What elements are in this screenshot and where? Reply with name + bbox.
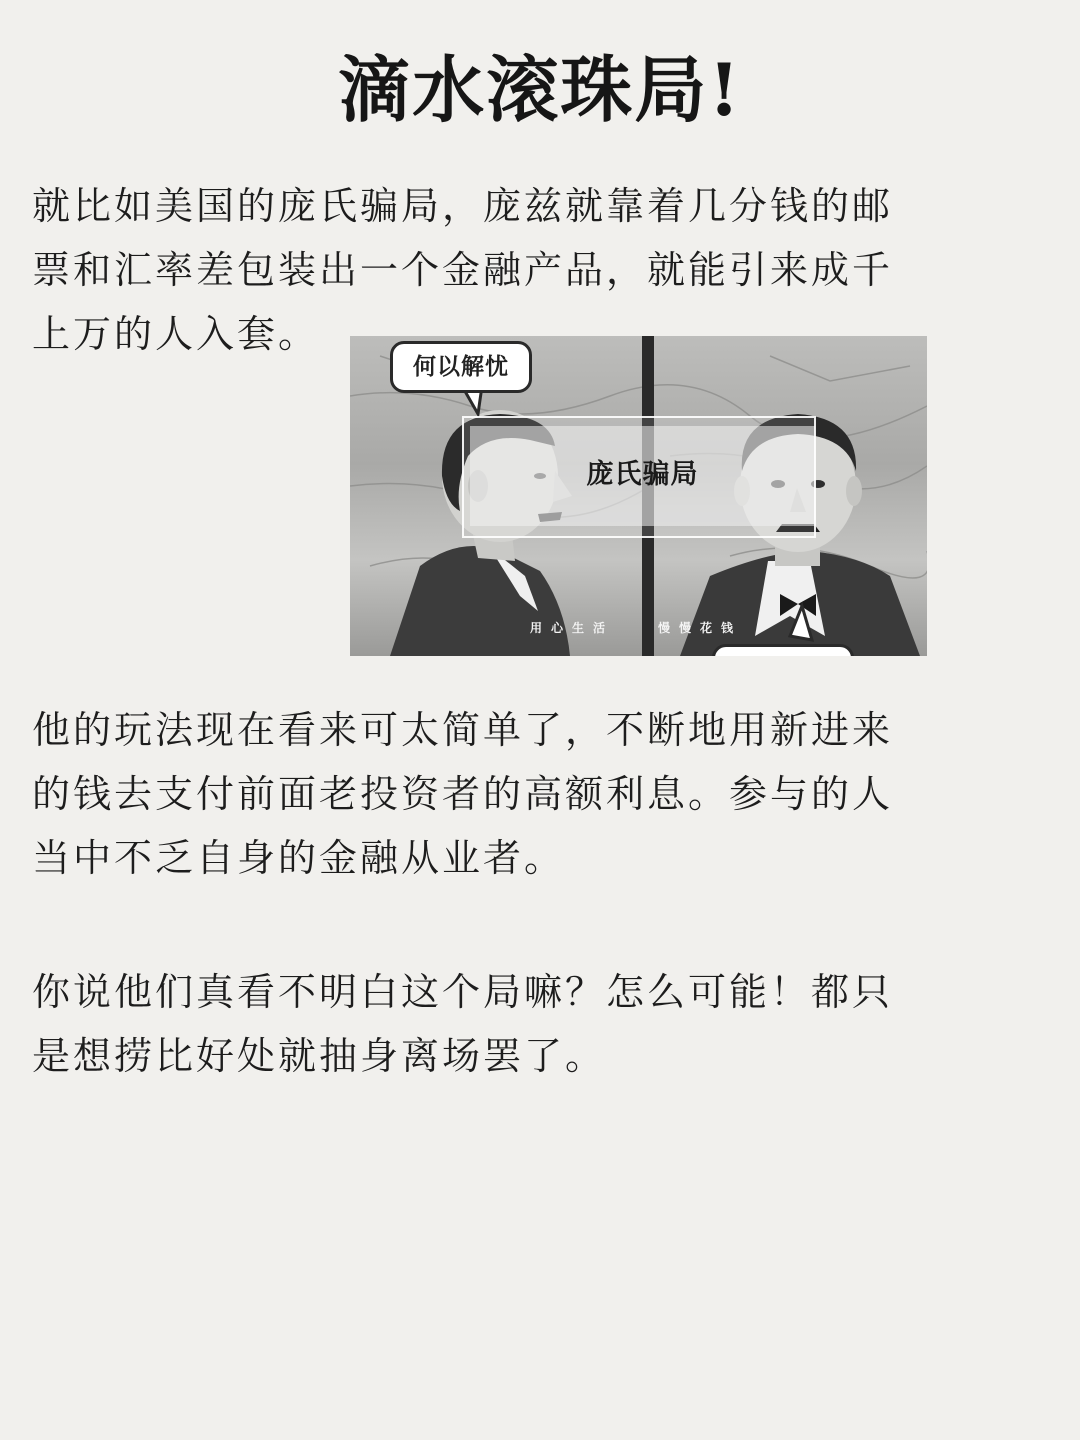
speech-bubble-bottom [712,644,854,656]
paragraph-conclusion: 你说他们真看不明白这个局嘛？怎么可能！都只是想捞比好处就抽身离场罢了。 [32,970,894,1078]
speech-bubble-top: 何以解忧 [390,341,532,393]
watermark-right: 慢慢花钱 [658,621,743,635]
caption-label: 庞氏骗局 [586,459,699,490]
paragraph-mechanism: 他的玩法现在看来可太简单了，不断地用新进来的钱去支付前面老投资者的高额利息。参与的人当中不乏自身的金融从业者。 [32,708,894,880]
paragraph-intro: 就比如美国的庞氏骗局，庞兹就靠着几分钱的邮票和汇率差包装出一个金融产品，就能引来成千上万的人入套。 [32,184,894,356]
ponzi-mugshot-image [350,336,927,656]
watermark-left: 用心生活 [530,621,615,635]
page-title: 滴水滚珠局! [338,47,742,132]
